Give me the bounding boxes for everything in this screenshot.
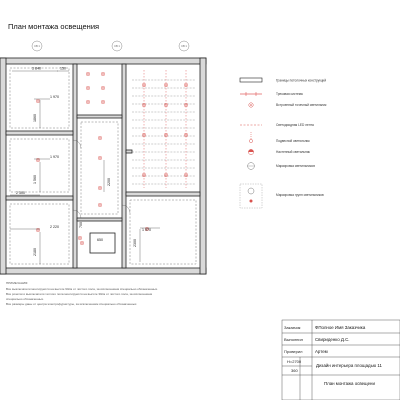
dim-label: 2300 <box>133 239 137 247</box>
recessed-light-dot <box>143 84 144 85</box>
legend-label: Границы потолочных конструкций <box>276 78 327 83</box>
dim-label: 650 <box>97 238 103 242</box>
recessed-light-dot <box>37 159 38 160</box>
stamp-label: Заказчик <box>284 325 301 330</box>
dimensions <box>10 71 160 264</box>
recessed-light-dot <box>165 174 166 175</box>
pendant-icon <box>249 139 252 142</box>
title-block-text <box>284 325 382 386</box>
group-mark-box <box>240 184 262 208</box>
outer-wall-right <box>200 58 206 274</box>
partition-h2 <box>6 196 73 200</box>
legend <box>240 78 327 208</box>
partition-h6 <box>126 150 132 153</box>
walls <box>0 58 206 274</box>
partition-h3 <box>77 115 122 118</box>
wall-sconce-half <box>248 149 253 152</box>
section-markers <box>32 41 189 51</box>
ceiling-boundary <box>10 68 69 128</box>
partition-h1 <box>6 131 73 135</box>
partition-center-vertical <box>122 64 126 268</box>
recessed-light-dot <box>185 104 186 105</box>
led-strip-grid <box>132 70 196 188</box>
dim-label: 700 <box>79 222 83 228</box>
dim-label: 2200 <box>107 178 111 186</box>
legend-label: Подвесной светильник <box>276 139 310 144</box>
recessed-light-dot <box>165 104 166 105</box>
recessed-light-dot <box>102 101 103 102</box>
legend-label: Настенный светильник <box>276 150 310 155</box>
stamp-label: Выполнил <box>284 337 303 342</box>
dim-label: 1 970 <box>142 228 151 232</box>
recessed-light-dot <box>102 73 103 74</box>
outer-wall-bottom <box>0 268 206 274</box>
stamp-scale: 360 <box>291 368 298 373</box>
notes-line: Все розетки и выключатели теплого пола монтируются на высоте 30см от чистого пола, за исключением <box>6 292 153 296</box>
partition-icon <box>240 78 262 82</box>
partition-h5 <box>126 192 200 196</box>
drawing-title: План монтажа освещения <box>8 22 100 31</box>
stamp-label: Проверил <box>284 349 303 354</box>
recessed-light-dot <box>165 84 166 85</box>
stamp-sheet-title: План монтажа освещени <box>324 381 375 386</box>
recessed-light-dot <box>99 204 100 205</box>
partition-h4 <box>77 218 122 221</box>
notes-line: Все выключатели монтируются на высоте 90см от чистого пола, за исключением специально обозначенных. <box>6 287 158 291</box>
recessed-light-dot <box>102 87 103 88</box>
outer-wall-left <box>0 58 6 274</box>
ceiling-boundaries <box>10 68 196 264</box>
section-marker-label: СВ 1 <box>34 45 40 49</box>
dim-label: 1 560 <box>33 175 37 184</box>
legend-label: Трековая система <box>276 92 303 97</box>
recessed-light-dot <box>99 187 100 188</box>
recessed-light-dot <box>250 104 252 106</box>
notes-heading: ПРИМЕЧАНИЯ: <box>6 281 29 285</box>
stamp-value: Свириденко Д.С. <box>315 337 350 342</box>
recessed-light-dot <box>143 104 144 105</box>
recessed-light-dot <box>87 101 88 102</box>
ceiling-boundary <box>10 139 69 192</box>
dim-label: 2 300 <box>16 191 25 195</box>
stamp-code: Н=2700 <box>287 359 302 364</box>
partition-left-vertical <box>73 64 77 268</box>
recessed-light-dot <box>37 229 38 230</box>
recessed-light-dot <box>99 157 100 158</box>
recessed-light-dot <box>143 174 144 175</box>
dim-label: 150 <box>60 66 66 71</box>
ceiling-boundary <box>81 122 118 214</box>
dimension-labels <box>16 67 151 257</box>
recessed-light-dot <box>185 174 186 175</box>
dim-label: 1860 <box>33 114 37 122</box>
recessed-light-dot <box>99 137 100 138</box>
recessed-light-dot <box>143 134 144 135</box>
dim-label: 2 220 <box>50 225 59 229</box>
recessed-light-dot <box>185 134 186 135</box>
group-mark-dot <box>250 200 253 203</box>
legend-label: Светодиодная LED лента <box>276 123 314 128</box>
notes-line: специально обозначенных. <box>6 297 45 301</box>
section-marker-label: СВ 1 <box>114 45 120 49</box>
dim-label: 1 970 <box>50 155 59 159</box>
recessed-light-dot <box>87 73 88 74</box>
group-mark-icon <box>248 188 254 194</box>
legend-label: Маркировка светильников <box>276 164 315 169</box>
outer-wall-top <box>0 58 206 64</box>
legend-label: Встроенный точечный светильник <box>276 103 327 108</box>
dim-label: 1 970 <box>50 95 59 99</box>
stamp-project: Дизайн интерьера площадью 11 <box>316 363 382 368</box>
legend-label: Маркировка групп светильников <box>276 193 324 198</box>
dim-label: 2180 <box>33 248 37 256</box>
stamp-value: ФПолное Имя Заказчика <box>315 325 366 330</box>
section-marker-label: СВ 1 <box>181 45 187 49</box>
small-room-box <box>90 233 115 253</box>
dim-label: 3 840 <box>32 66 41 71</box>
recessed-light-dot <box>37 100 38 101</box>
recessed-light-dot <box>165 134 166 135</box>
recessed-light-dot <box>185 84 186 85</box>
recessed-light-dot <box>79 237 80 238</box>
stamp-value: Артем <box>315 349 328 354</box>
recessed-light-dot <box>87 87 88 88</box>
ceiling-boundary <box>10 204 69 264</box>
notes-line: Все размеры даны от центра электрофурнитуры, за исключением специально обозначенных. <box>6 302 138 306</box>
recessed-light-dot <box>81 242 82 243</box>
